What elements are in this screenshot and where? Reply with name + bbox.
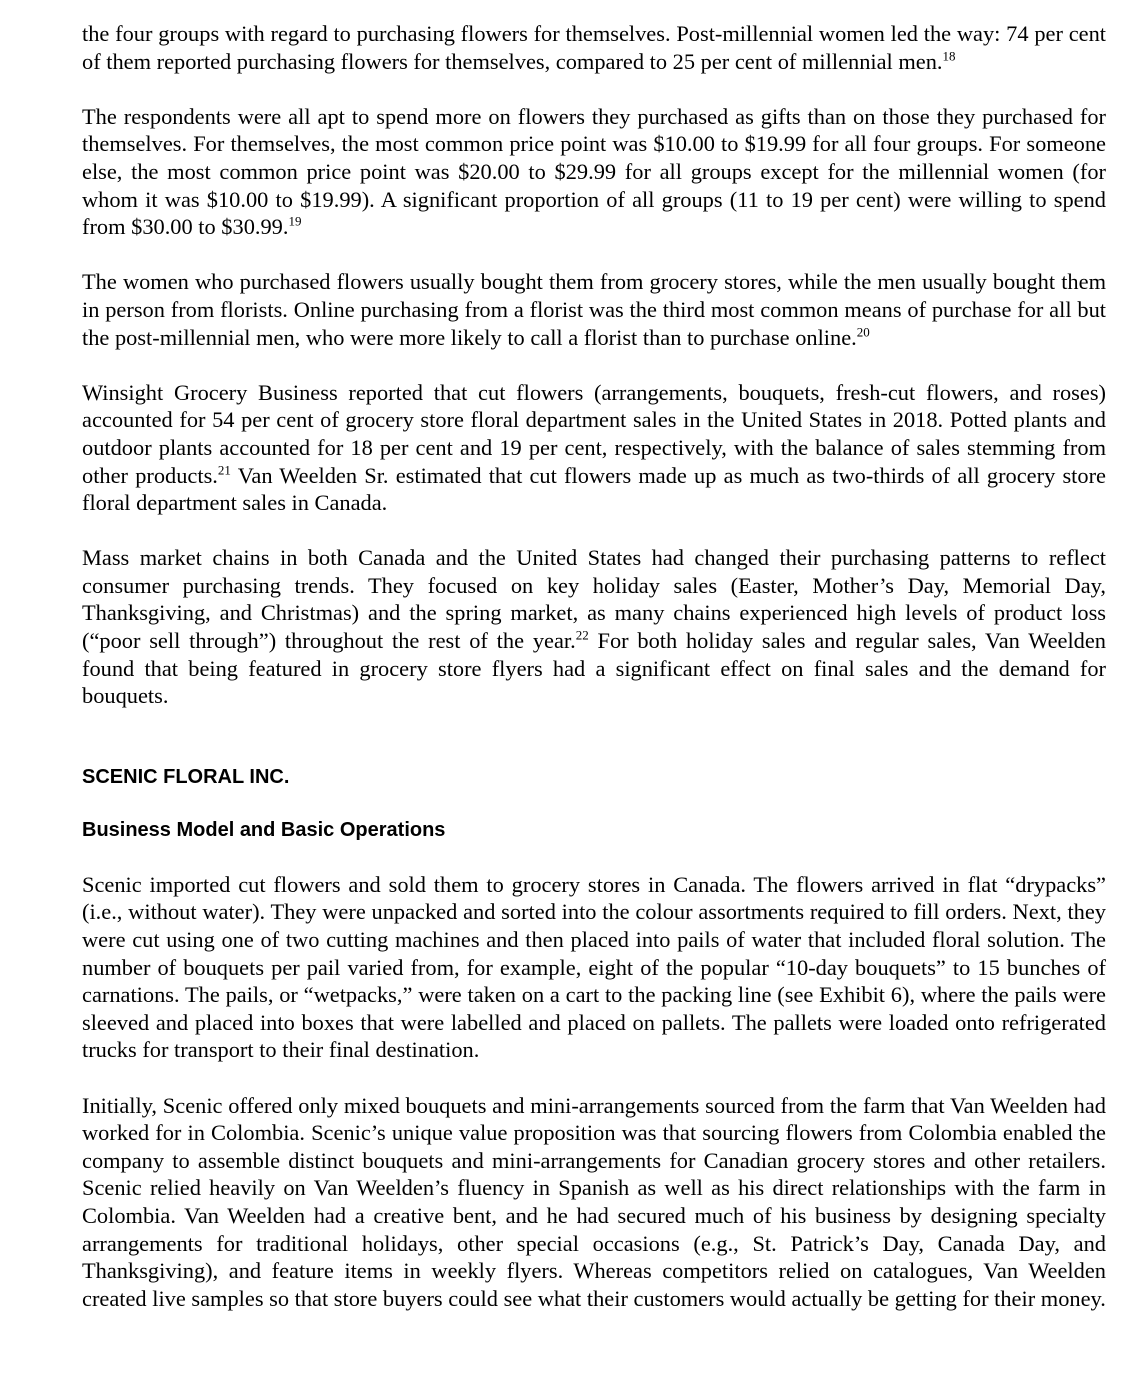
- paragraph-price-points: [82, 103, 1106, 241]
- subsection-heading: Business Model and Basic Operations: [82, 818, 446, 841]
- footnote-ref-22: 22: [575, 627, 589, 643]
- footnote-ref-19: 19: [288, 213, 302, 229]
- footnote-ref-21: 21: [217, 462, 231, 478]
- paragraph-mass-market-chains: [82, 544, 1106, 710]
- paragraph-text-continued: For both holiday sales and regular sales, Van Weelden found that being featured in grocery store flyers had a significant effect on final sales and the demand for bouquets.: [82, 628, 1106, 709]
- paragraph-text: The women who purchased flowers usually bought them from grocery stores, while the men usually bought them in person from florists. Online purchasing from a florist was the third most common means of purchase for all but the post-millennial men, who were more likely to call a florist than to purchase online.: [82, 269, 1106, 350]
- paragraph-text: Winsight Grocery Business reported that cut flowers (arrangements, bouquets, fresh-cut flowers, and roses) accounted for 54 per cent of grocery store floral department sales in the United States in 2018. Potted plants and outdoor plants accounted for 18 per cent and 19 per cent, respectively, with the balance of sales stemming from other products.: [82, 379, 1106, 488]
- paragraph-text-continued: Van Weelden Sr. estimated that cut flowers made up as much as two-thirds of all grocery store floral department sales in Canada.: [82, 462, 1106, 516]
- paragraph-text: Mass market chains in both Canada and the United States had changed their purchasing patterns to reflect consumer purchasing trends. They focused on key holiday sales (Easter, Mother’s Day, Memorial Day, Thanksgiving, and Christmas) and the spring market, as many chains experienced high levels of product loss (“poor sell through”) throughout the rest of the year.: [82, 545, 1106, 654]
- paragraph-text: the four groups with regard to purchasing flowers for themselves. Post-millennial women led the way: 74 per cent of them reported purchasing flowers for themselves, compared to 25 per cent of millennial men.: [82, 21, 1106, 74]
- paragraph-grocery-floral-sales: [82, 379, 1106, 517]
- footnote-ref-20: 20: [856, 324, 870, 340]
- paragraph-text: The respondents were all apt to spend more on flowers they purchased as gifts than on those they purchased for themselves. For themselves, the most common price point was $10.00 to $19.99 for all four groups. For someone else, the most common price point was $20.00 to $29.99 for all groups except for the millennial women (for whom it was $10.00 to $19.99). A significant proportion of all groups (11 to 19 per cent) were willing to spend from $30.00 to $30.99.: [82, 103, 1106, 240]
- section-heading: SCENIC FLORAL INC.: [82, 765, 290, 788]
- paragraph-operations: Scenic imported cut flowers and sold them to grocery stores in Canada. The flowers arrived in flat “drypacks” (i.e., without water). They were unpacked and sorted into the colour assortments required to fill orders. Next, they were cut using one of two cutting machines and then placed into pails of water that included floral solution. The number of bouquets per pail varied from, for example, eight of the popular “10-day bouquets” to 15 bunches of carnations. The pails, or “wetpacks,” were taken on a cart to the packing line (see Exhibit 6), where the pails were sleeved and placed into boxes that were labelled and placed on pallets. The pallets were loaded onto refrigerated trucks for transport to their final destination.: [82, 871, 1106, 1063]
- paragraph-purchase-channels: [82, 268, 1106, 351]
- paragraph-value-proposition: Initially, Scenic offered only mixed bouquets and mini-arrangements sourced from the farm that Van Weelden had worked for in Colombia. Scenic’s unique value proposition was that sourcing flowers from Colombia enabled the company to assemble distinct bouquets and mini-arrangements for Canadian grocery stores and other retailers. Scenic relied heavily on Van Weelden’s fluency in Spanish as well as his direct relationships with the farm in Colombia. Van Weelden had a creative bent, and he had secured much of his business by designing specialty arrangements for traditional holidays, other special occasions (e.g., St. Patrick’s Day, Canada Day, and Thanksgiving), and feature items in weekly flyers. Whereas competitors relied on catalogues, Van Weelden created live samples so that store buyers could see what their customers would actually be getting for their money.: [82, 1092, 1106, 1311]
- paragraph-purchasing-for-self: [82, 20, 1106, 75]
- document-page: [82, 20, 1106, 1312]
- footnote-ref-18: 18: [942, 48, 956, 64]
